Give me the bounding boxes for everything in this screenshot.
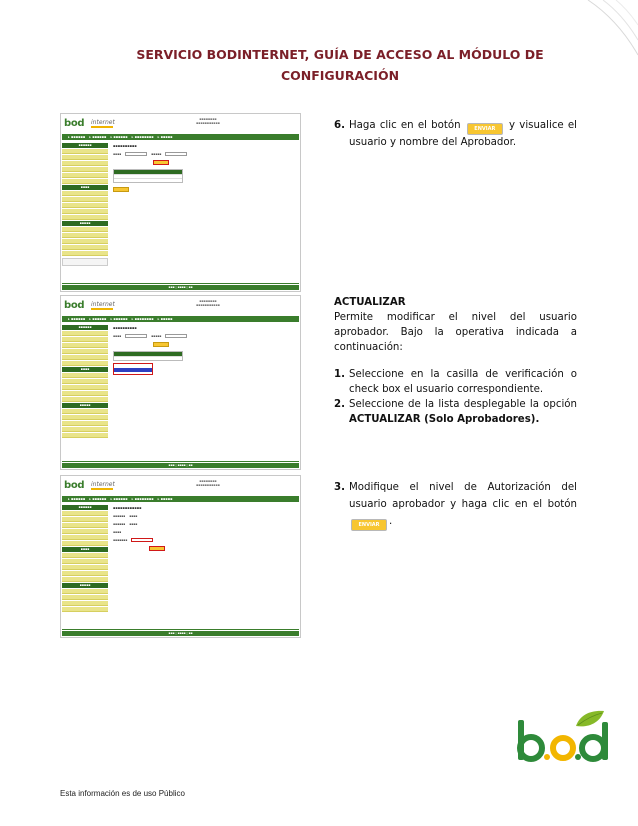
page-title — [60, 44, 620, 86]
step-6-block — [334, 118, 577, 150]
step-3-text-after: . — [389, 516, 393, 527]
step-3-text: Modifique el nivel de Autorización del usuario aprobador y haga clic en el botón — [349, 482, 577, 510]
step-3-block — [334, 479, 577, 531]
screenshot-modify-level: bod internet ▪▪▪▪▪▪▪▪ ▪▪▪▪▪▪▪▪▪▪▪ ▸ ▪▪▪▪▪▪ ▸ ▪▪▪▪▪▪ ▸ ▪▪▪▪▪▪ ▸ ▪▪▪▪▪▪▪▪ ▸ ▪▪▪▪▪ ▪▪▪▪▪▪ ▪▪▪▪ ▪▪▪▪▪ ▪▪▪▪▪▪▪▪▪▪▪▪ ▪▪▪▪▪▪ ▪▪▪▪ ▪▪▪▪▪▪ ▪▪▪▪ ▪▪▪▪ ▪▪▪▪▪▪▪ ▪▪▪ | ▪▪▪▪ | ▪▪ — [60, 475, 301, 638]
footer-note: Esta información es de uso Público — [60, 789, 185, 798]
screenshot-authorization-view: bod internet ▪▪▪▪▪▪▪▪ ▪▪▪▪▪▪▪▪▪▪▪ ▸ ▪▪▪▪▪▪ ▸ ▪▪▪▪▪▪ ▸ ▪▪▪▪▪▪ ▸ ▪▪▪▪▪▪▪▪ ▸ ▪▪▪▪▪ ▪▪▪▪▪▪ ▪▪▪▪ ▪▪▪▪▪ ▪▪▪▪▪▪▪▪▪▪ ▪▪▪▪ ▪▪▪▪▪ ▪▪▪ | ▪▪▪▪ | ▪▪ — [60, 113, 301, 292]
enviar-button-image: ENVIAR — [467, 123, 503, 135]
step-6-text-before: Haga clic en el botón — [349, 120, 461, 131]
page-title-line1: SERVICIO BODINTERNET, GUÍA DE ACCESO AL MÓDULO DE — [136, 47, 544, 62]
section-intro: Permite modificar el nivel del usuario aprobador. Bajo la operativa indicada a continuación: — [334, 312, 577, 353]
step-number: 1. — [334, 369, 345, 380]
step-number: 2. — [334, 399, 345, 410]
dropdown-highlight — [113, 363, 153, 375]
screenshot-update-select: bod internet ▪▪▪▪▪▪▪▪ ▪▪▪▪▪▪▪▪▪▪▪ ▸ ▪▪▪▪▪▪ ▸ ▪▪▪▪▪▪ ▸ ▪▪▪▪▪▪ ▸ ▪▪▪▪▪▪▪▪ ▸ ▪▪▪▪▪ ▪▪▪▪▪▪ ▪▪▪▪ ▪▪▪▪▪ ▪▪▪▪▪▪▪▪▪▪ ▪▪▪▪ ▪▪▪▪▪ ▪▪▪ | ▪▪▪▪ | ▪▪ — [60, 295, 301, 470]
screenshot-main: ▪▪▪▪▪▪▪▪▪▪ ▪▪▪▪ ▪▪▪▪▪ — [113, 144, 296, 192]
step-number: 3. — [334, 482, 345, 493]
section-heading: ACTUALIZAR — [334, 297, 406, 308]
step-2-text: Seleccione de la lista desplegable la opción — [349, 399, 577, 410]
enviar-button-image: ENVIAR — [351, 519, 387, 531]
update-section — [334, 295, 577, 427]
bodinternet-logo: bod internet — [64, 300, 115, 311]
bodinternet-logo: bod internet — [64, 480, 115, 491]
screenshot-sidebar: ▪▪▪▪▪▪ ▪▪▪▪ ▪▪▪▪▪ — [62, 142, 108, 266]
step-1-text: Seleccione en la casilla de verificación o check box el usuario correspondiente. — [349, 369, 577, 395]
bodinternet-logo: bod internet — [64, 118, 115, 129]
step-6-text-after: y visualice el usuario y nombre del Aprobador. — [349, 120, 578, 148]
step-2-option: ACTUALIZAR (Solo Aprobadores). — [349, 414, 540, 425]
bod-logo — [514, 708, 614, 768]
header-info: ▪▪▪▪▪▪▪▪ ▪▪▪▪▪▪▪▪▪▪▪ — [196, 117, 220, 125]
step-number: 6. — [334, 120, 345, 131]
page-title-line2: CONFIGURACIÓN — [280, 68, 400, 83]
screenshot-top-nav: ▸ ▪▪▪▪▪▪ ▸ ▪▪▪▪▪▪ ▸ ▪▪▪▪▪▪ ▸ ▪▪▪▪▪▪▪▪ ▸ ▪▪▪▪▪ — [62, 134, 299, 140]
